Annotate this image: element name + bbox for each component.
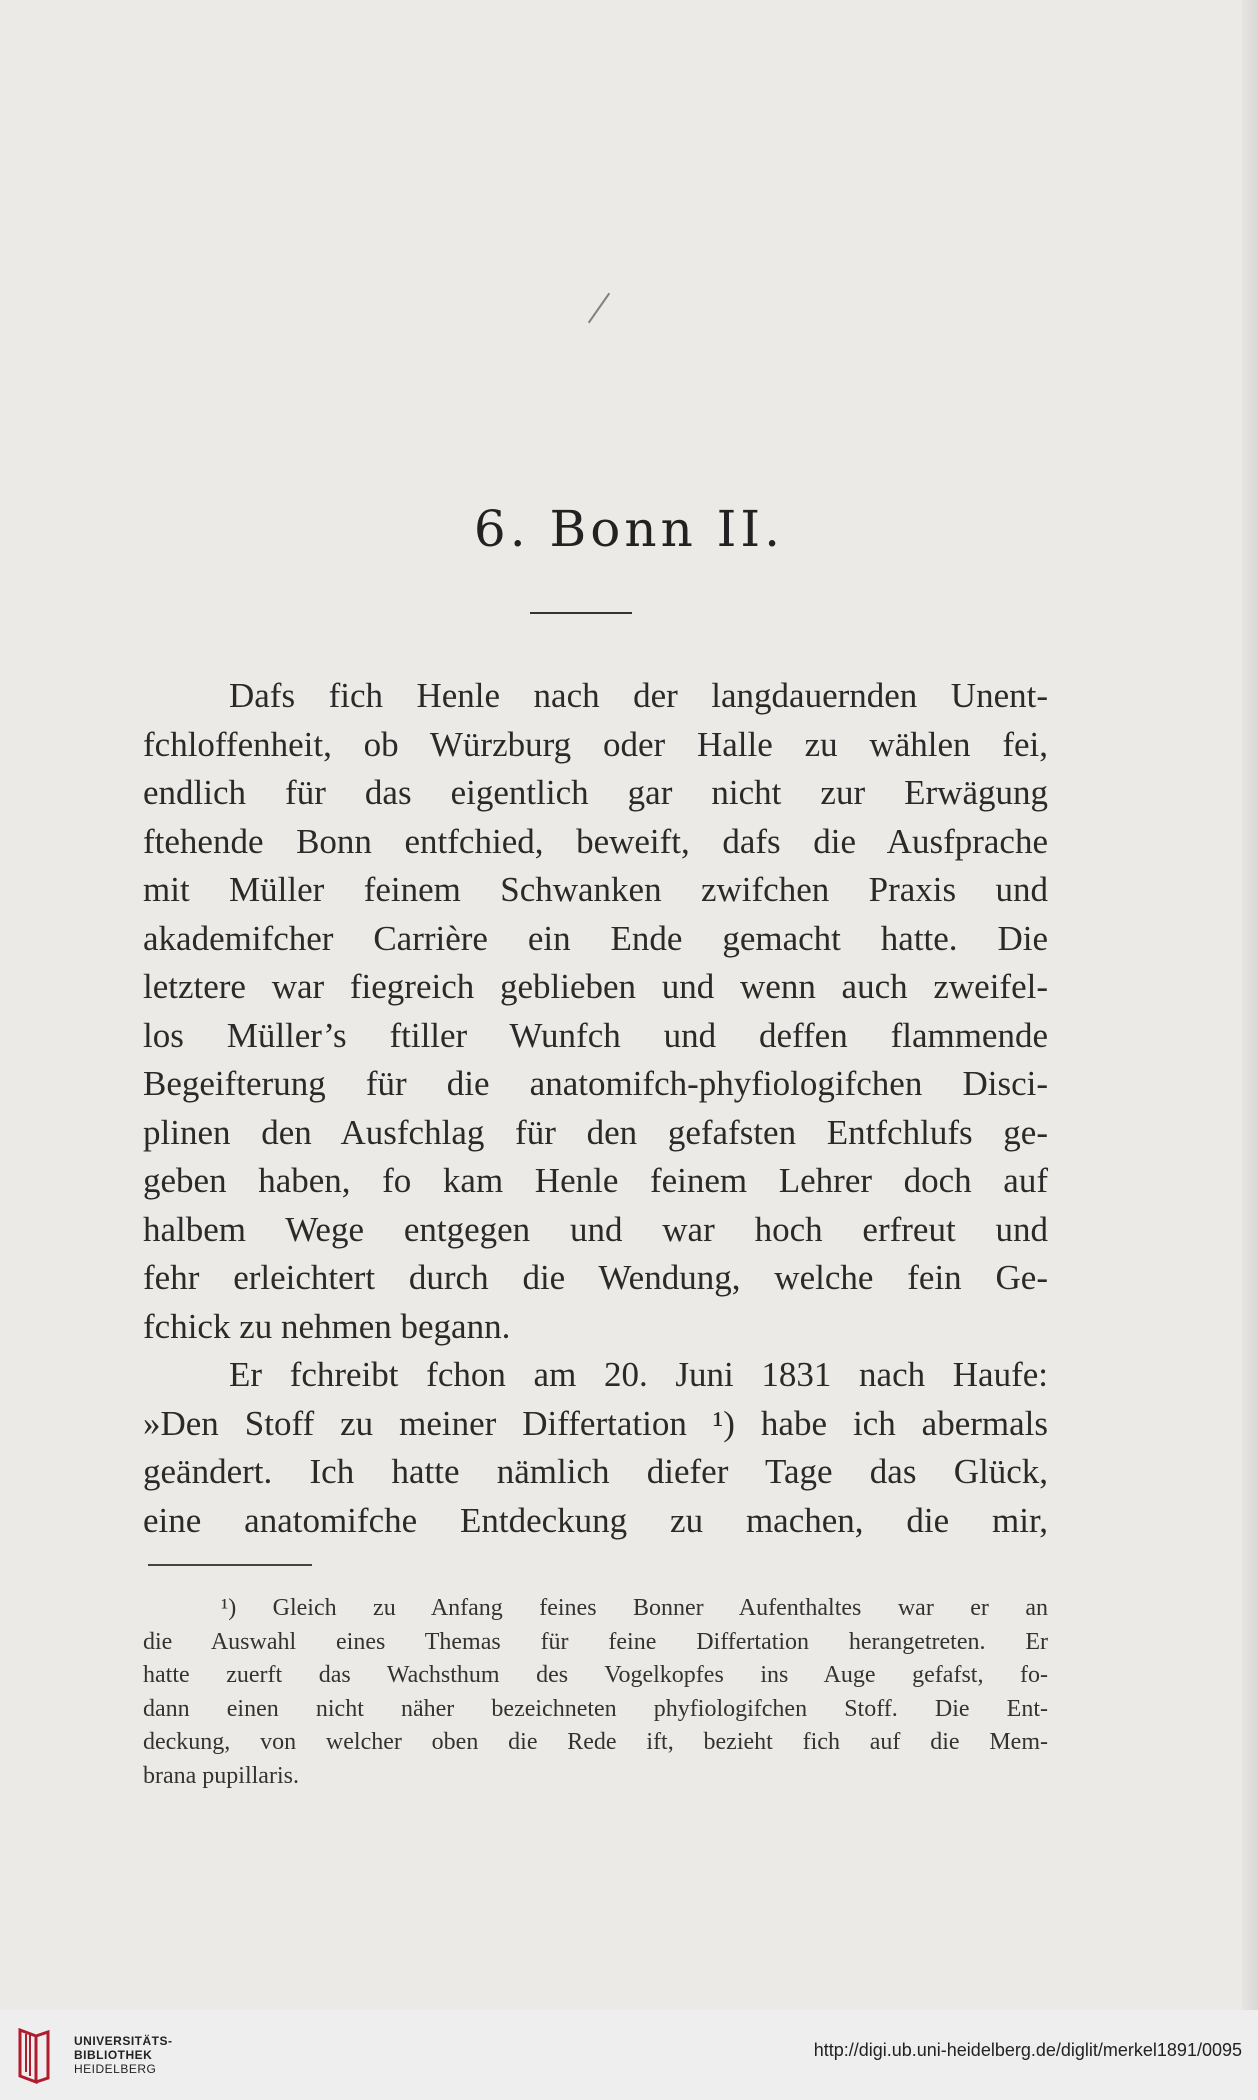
chapter-title: 6. Bonn II. bbox=[473, 500, 785, 558]
text-line: mit Müller feinem Schwanken zwifchen Praxis und bbox=[143, 870, 1048, 909]
text-line: fehr erleichtert durch die Wendung, welche fein Ge- bbox=[143, 1258, 1048, 1297]
text-line: eine anatomifche Entdeckung zu machen, die mir, bbox=[143, 1500, 1048, 1540]
text-line: ftehende Bonn entfchied, beweift, dafs die Ausfprache bbox=[143, 821, 1048, 861]
text-line: endlich für das eigentlich gar nicht zur Erwägung bbox=[143, 773, 1048, 812]
university-library-logo-icon bbox=[14, 2026, 54, 2086]
pencil-mark bbox=[588, 293, 610, 324]
library-name-line1: UNIVERSITÄTS- bbox=[74, 2034, 173, 2048]
text-line: fchloffenheit, ob Würzburg oder Halle zu wählen fei, bbox=[143, 724, 1048, 764]
text-line: akademifcher Carrière ein Ende gemacht hatte. Die bbox=[143, 918, 1048, 958]
text-line: halbem Wege entgegen und war hoch erfreut und bbox=[143, 1209, 1048, 1249]
paragraph-1 bbox=[143, 672, 1048, 1351]
text-line: letztere war fiegreich geblieben und wenn auch zweifel- bbox=[143, 967, 1048, 1006]
text-line: plinen den Ausfchlag für den gefafsten Entfchlufs ge- bbox=[143, 1112, 1048, 1152]
text-line: Begeifterung für die anatomifch-phyfiologifchen Disci- bbox=[143, 1064, 1048, 1103]
text-line: los Müller’s ftiller Wunfch und deffen flammende bbox=[143, 1015, 1048, 1055]
footnote-line: brana pupillaris. bbox=[143, 1762, 299, 1789]
page-edge-shadow bbox=[1242, 0, 1258, 2010]
footnote-line: dann einen nicht näher bezeichneten phyfiologifchen Stoff. Die Ent- bbox=[143, 1695, 1048, 1722]
footnote-line: die Auswahl eines Themas für feine Differtation herangetreten. Er bbox=[143, 1628, 1048, 1655]
library-name bbox=[74, 2034, 173, 2076]
text-line: Er fchreibt fchon am 20. Juni 1831 nach Haufe: bbox=[229, 1355, 1048, 1394]
footer-bar bbox=[0, 2010, 1258, 2100]
body-text bbox=[143, 672, 1048, 1545]
library-name-line2: BIBLIOTHEK bbox=[74, 2048, 153, 2062]
library-name-line3: HEIDELBERG bbox=[74, 2062, 157, 2076]
text-line: fchick zu nehmen begann. bbox=[143, 1306, 511, 1346]
text-line: »Den Stoff zu meiner Differtation ¹) habe ich abermals bbox=[143, 1403, 1048, 1443]
text-line: geändert. Ich hatte nämlich diefer Tage das Glück, bbox=[143, 1452, 1048, 1491]
footnote-line: hatte zuerft das Wachsthum des Vogelkopfes ins Auge gefafst, fo- bbox=[143, 1662, 1048, 1688]
footnote-line: ¹) Gleich zu Anfang feines Bonner Aufenthaltes war er an bbox=[221, 1595, 1048, 1621]
footnote-rule bbox=[148, 1564, 312, 1566]
text-line: geben haben, fo kam Henle feinem Lehrer doch auf bbox=[143, 1161, 1048, 1200]
title-rule bbox=[530, 612, 632, 614]
paragraph-2 bbox=[143, 1351, 1048, 1545]
text-line: Dafs fich Henle nach der langdauernden Unent- bbox=[229, 676, 1048, 715]
source-url-link[interactable]: http://digi.ub.uni-heidelberg.de/diglit/merkel1891/0095 bbox=[813, 2040, 1242, 2060]
footnote bbox=[143, 1592, 1048, 1793]
footnote-line: deckung, von welcher oben die Rede ift, bezieht fich auf die Mem- bbox=[143, 1729, 1048, 1755]
